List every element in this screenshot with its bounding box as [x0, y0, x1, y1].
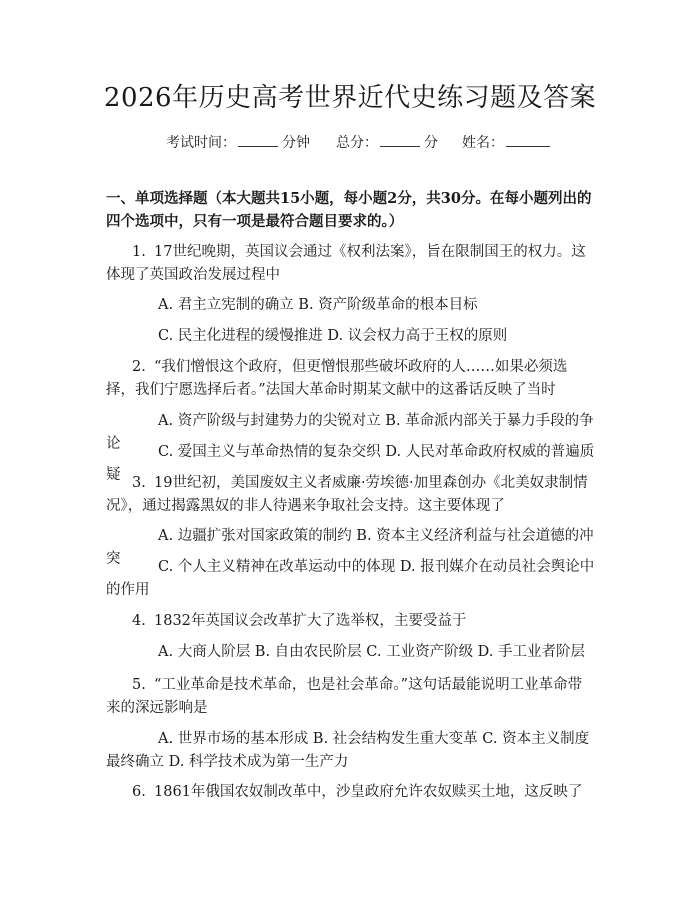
- question-5-options[interactable]: A. 世界市场的基本形成 B. 社会结构发生重大变革 C. 资本主义制度最终确立 D. 科学技术成为第一生产力: [106, 731, 590, 770]
- question-number: 4.: [132, 613, 146, 629]
- question-text: 17世纪晚期，英国议会通过《权利法案》，旨在限制国王的权力。这体现了英国政治发展过程中: [106, 244, 586, 283]
- question-text: “工业革命是技术革命，也是社会革命。”这句话最能说明工业革命带来的深远影响是: [106, 677, 583, 716]
- exam-meta-line: [166, 132, 550, 153]
- question-2-options-a-b[interactable]: A. 资产阶级与封建势力的尖锐对立 B. 革命派内部关于暴力手段的争论: [106, 413, 594, 452]
- time-label: 考试时间：: [166, 135, 236, 151]
- question-number: 3.: [132, 475, 146, 491]
- time-unit: 分钟: [282, 135, 310, 151]
- question-number: 2.: [132, 359, 146, 375]
- question-number: 1.: [132, 244, 146, 260]
- question-text: “我们憎恨这个政府，但更憎恨那些破坏政府的人……如果必须选择，我们宁愿选择后者。”法国大革命时期某文献中的这番话反映了当时: [106, 359, 568, 398]
- question-3-options-c-d[interactable]: C. 个人主义精神在改革运动中的体现 D. 报刊媒介在动员社会舆论中的作用: [106, 559, 595, 598]
- time-blank[interactable]: [238, 132, 278, 147]
- name-blank[interactable]: [506, 132, 550, 147]
- name-label: 姓名：: [462, 135, 504, 151]
- question-1-stem: [106, 241, 596, 287]
- question-text: 1861年俄国农奴制改革中，沙皇政府允许农奴赎买土地，这反映了: [154, 784, 583, 800]
- question-text: 19世纪初，美国废奴主义者威廉·劳埃德·加里森创办《北美奴隶制情况》，通过揭露黑奴的非人待遇来争取社会支持。这主要体现了: [106, 475, 588, 514]
- question-text: 1832年英国议会改革扩大了选举权，主要受益于: [154, 613, 467, 629]
- score-unit: 分: [424, 135, 438, 151]
- question-1-options-c-d[interactable]: C. 民主化进程的缓慢推进 D. 议会权力高于王权的原则: [158, 328, 508, 344]
- section-heading: 一、单项选择题（本大题共15小题，每小题2分，共30分。在每小题列出的四个选项中，只有一项是最符合题目要求的。）: [106, 190, 592, 230]
- question-6-stem: [106, 781, 596, 804]
- question-2-stem: [106, 356, 596, 402]
- question-number: 6.: [132, 784, 146, 800]
- question-1-options-a-b[interactable]: A. 君主立宪制的确立 B. 资产阶级革命的根本目标: [158, 297, 478, 313]
- question-3-stem: [106, 472, 596, 518]
- question-2-options-c-d[interactable]: C. 爱国主义与革命热情的复杂交织 D. 人民对革命政府权威的普遍质疑: [106, 444, 595, 483]
- question-4-options[interactable]: A. 大商人阶层 B. 自由农民阶层 C. 工业资产阶级 D. 手工业者阶层: [158, 644, 586, 660]
- question-3-options-a-b[interactable]: A. 边疆扩张对国家政策的制约 B. 资本主义经济利益与社会道德的冲突: [106, 528, 594, 567]
- score-blank[interactable]: [380, 132, 420, 147]
- question-5-stem: [106, 674, 596, 720]
- page-title: 2026年历史高考世界近代史练习题及答案: [103, 83, 597, 113]
- score-label: 总分：: [336, 135, 378, 151]
- question-4-stem: [106, 610, 596, 633]
- question-number: 5.: [132, 677, 146, 693]
